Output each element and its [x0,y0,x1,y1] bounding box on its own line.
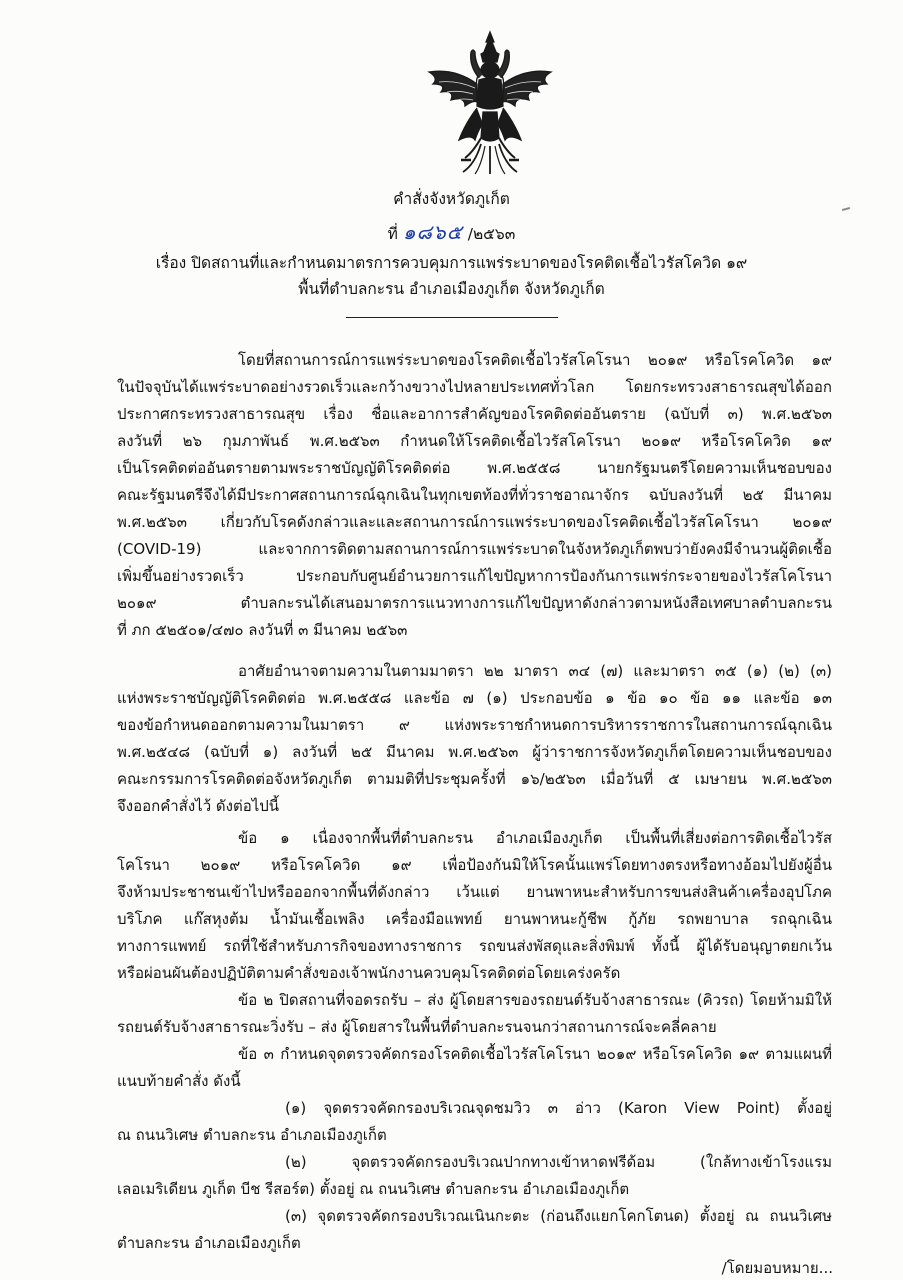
body-line: คณะรัฐมนตรีจึงได้มีประกาศสถานการณ์ฉุกเฉินในทุกเขตท้องที่ทั่วราชอาณาจักร ฉบับลงวันที่ ๒๕ มีนาคม [117,486,832,504]
body-line: (COVID-19) และจากการติดตามสถานการณ์การแพร่ระบาดในจังหวัดภูเก็ตพบว่ายังคงมีจำนวนผู้ติดเชื้อ [117,540,832,558]
body-line: โคโรนา ๒๐๑๙ หรือโรคโควิด ๑๙ เพื่อป้องกันมิให้โรคนั้นแพร่โดยทางตรงหรือทางอ้อมไปยังผู้อื่น [117,856,832,874]
order-number-line [0,216,903,248]
body-line: แนบท้ายคำสั่ง ดังนี้ [117,1072,241,1090]
body-line: คณะกรรมการโรคติดต่อจังหวัดภูเก็ต ตามมติที่ประชุมครั้งที่ ๑๖/๒๕๖๓ เมื่อวันที่ ๕ เมษายน พ.ศ.๒๕๖๓ [117,770,832,788]
body-line: พ.ศ.๒๕๔๘ (ฉบับที่ ๑) ลงวันที่ ๒๕ มีนาคม พ.ศ.๒๕๖๓ ผู้ว่าราชการจังหวัดภูเก็ตโดยความเห็นชอบของ [117,743,832,761]
body-line: พ.ศ.๒๕๖๓ เกี่ยวกับโรคดังกล่าวและและสถานการณ์การแพร่ระบาดของโรคติดเชื้อไวรัสโคโรนา ๒๐๑๙ [117,513,832,531]
body-line: แห่งพระราชบัญญัติโรคติดต่อ พ.ศ.๒๕๕๘ และข้อ ๗ (๑) ประกอบข้อ ๑ ข้อ ๑๐ ข้อ ๑๑ และข้อ ๑๓ [117,689,832,707]
body-line: บริโภค แก๊สหุงต้ม น้ำมันเชื้อเพลิง เครื่องมือแพทย์ ยานพาหนะกู้ชีพ กู้ภัย รถพยาบาล รถฉุกเฉิน [117,910,832,928]
subject-line-1: เรื่อง ปิดสถานที่และกำหนดมาตรการควบคุมการแพร่ระบาดของโรคติดเชื้อไวรัสโควิด ๑๙ [155,254,748,272]
body-line: ในปัจจุบันได้แพร่ระบาดอย่างรวดเร็วและกว้างขวางไปหลายประเทศทั่วโลก โดยกระทรวงสาธารณสุขได้ออก [117,378,832,396]
body-line: ๒๐๑๙ ตำบลกะรนได้เสนอมาตรการแนวทางการแก้ไขปัญหาดังกล่าวตามหนังสือเทศบาลตำบลกะรน [117,594,832,612]
body-line: ตำบลกะรน อำเภอเมืองภูเก็ต [117,1234,301,1252]
body-line: ลงวันที่ ๒๖ กุมภาพันธ์ พ.ศ.๒๕๖๓ กำหนดให้โรคติดเชื้อไวรัสโคโรนา ๒๐๑๙ หรือโรคโควิด ๑๙ [117,432,832,450]
body-line: ทางการแพทย์ รถที่ใช้สำหรับภารกิจของทางราชการ รถขนส่งพัสดุและสิ่งพิมพ์ ทั้งนี้ ผู้ได้รับอนุญาตยกเว้น [117,937,832,955]
body-line: (๓) จุดตรวจคัดกรองบริเวณเนินกะตะ (ก่อนถึงแยกโคกโตนด) ตั้งอยู่ ณ ถนนวิเศษ [285,1207,832,1225]
body-line: อาศัยอำนาจตามความในตามมาตรา ๒๒ มาตรา ๓๔ (๗) และมาตรา ๓๕ (๑) (๒) (๓) [238,662,832,680]
garuda-emblem [415,28,565,178]
body-line: ข้อ ๑ เนื่องจากพื้นที่ตำบลกะรน อำเภอเมืองภูเก็ต เป็นพื้นที่เสี่ยงต่อการติดเชื้อไวรัส [238,829,832,847]
body-line: ข้อ ๒ ปิดสถานที่จอดรถรับ – ส่ง ผู้โดยสารของรถยนต์รับจ้างสาธารณะ (คิวรถ) โดยห้ามมิให้ [238,991,832,1009]
subject-line-2: พื้นที่ตำบลกะรน อำเภอเมืองภูเก็ต จังหวัดภูเก็ต [298,280,605,298]
header-divider [346,317,558,318]
body-line: ที่ ภก ๕๒๕๐๑/๔๗๐ ลงวันที่ ๓ มีนาคม ๒๕๖๓ [117,621,408,639]
body-line: โดยที่สถานการณ์การแพร่ระบาดของโรคติดเชื้อไวรัสโคโรนา ๒๐๑๙ หรือโรคโควิด ๑๙ [238,351,832,369]
order-prefix: ที่ [387,225,398,243]
body-line: รถยนต์รับจ้างสาธารณะวิ่งรับ – ส่ง ผู้โดยสารในพื้นที่ตำบลกะรนจนกว่าสถานการณ์จะคลี่คลาย [117,1018,717,1036]
body-line: เลอเมริเดียน ภูเก็ต บีช รีสอร์ต) ตั้งอยู่ ณ ถนนวิเศษ ตำบลกะรน อำเภอเมืองภูเก็ต [117,1180,630,1198]
body-line: ประกาศกระทรวงสาธารณสุข เรื่อง ชื่อและอาการสำคัญของโรคติดต่ออันตราย (ฉบับที่ ๓) พ.ศ.๒๕๖๓ [117,405,832,423]
document-title: คำสั่งจังหวัดภูเก็ต [393,190,510,208]
body-line: ของข้อกำหนดออกตามความในมาตรา ๙ แห่งพระราชกำหนดการบริหารราชการในสถานการณ์ฉุกเฉิน [117,716,832,734]
body-line: จึงห้ามประชาชนเข้าไปหรือออกจากพื้นที่ดังกล่าว เว้นแต่ ยานพาหนะสำหรับการขนส่งสินค้าเครื่องอุปโภค [117,883,832,901]
continuation-note: /โดยมอบหมาย... [721,1259,833,1277]
body-line: ณ ถนนวิเศษ ตำบลกะรน อำเภอเมืองภูเก็ต [117,1126,387,1144]
order-year: /๒๕๖๓ [467,225,516,243]
body-line: ข้อ ๓ กำหนดจุดตรวจคัดกรองโรคติดเชื้อไวรัสโคโรนา ๒๐๑๙ หรือโรคโควิด ๑๙ ตามแผนที่ [238,1045,832,1063]
body-line: จึงออกคำสั่งไว้ ดังต่อไปนี้ [117,797,280,815]
body-line: หรือผ่อนผันต้องปฏิบัติตามคำสั่งของเจ้าพนักงานควบคุมโรคติดต่อโดยเคร่งครัด [117,964,621,982]
body-line: เพิ่มขึ้นอย่างรวดเร็ว ประกอบกับศูนย์อำนวยการแก้ไขปัญหาการป้องกันการแพร่กระจายของไวรัสโคโรนา [117,567,832,585]
body-line: (๑) จุดตรวจคัดกรองบริเวณจุดชมวิว ๓ อ่าว (Karon View Point) ตั้งอยู่ [285,1099,832,1117]
body-line: (๒) จุดตรวจคัดกรองบริเวณปากทางเข้าหาดฟรีด้อม (ใกล้ทางเข้าโรงแรม [285,1153,832,1171]
order-number: ๑๘๖๕ [402,220,463,244]
body-line: เป็นโรคติดต่ออันตรายตามพระราชบัญญัติโรคติดต่อ พ.ศ.๒๕๕๘ นายกรัฐมนตรีโดยความเห็นชอบของ [117,459,832,477]
